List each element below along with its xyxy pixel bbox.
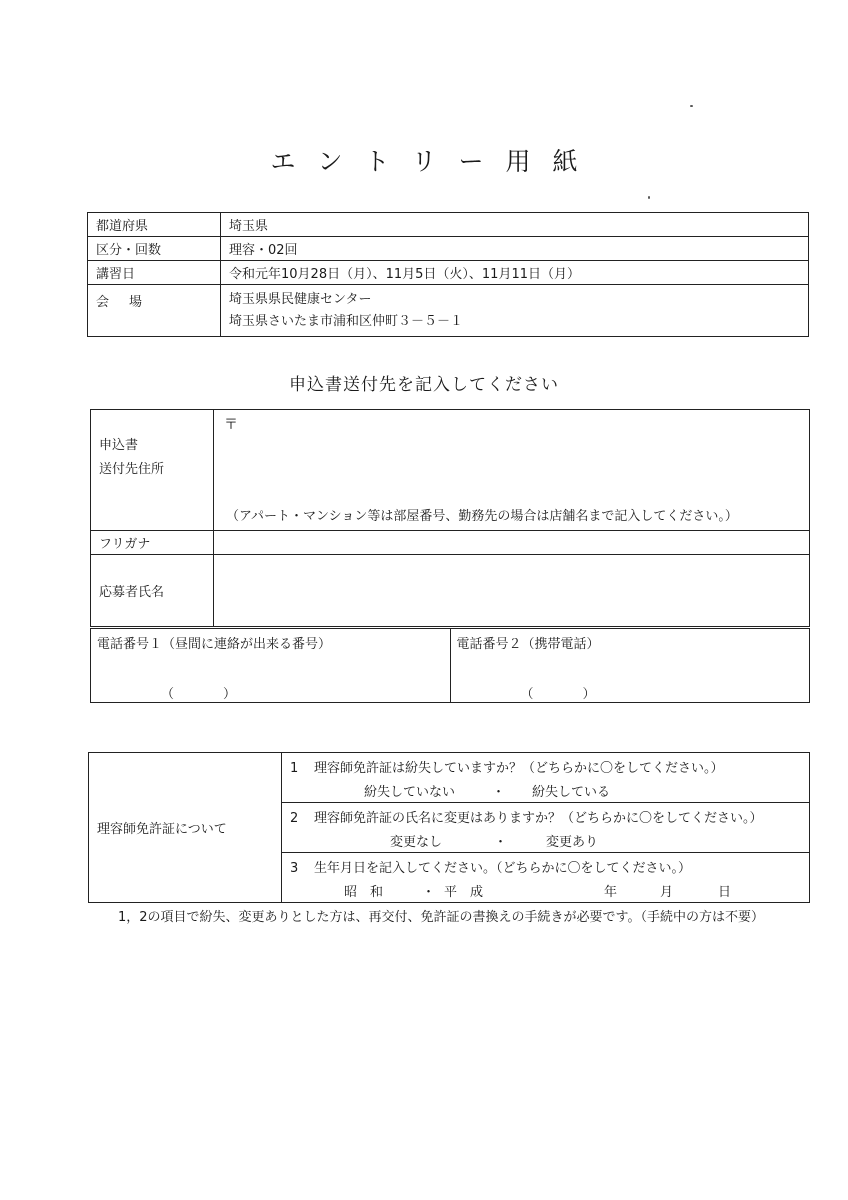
license-q3-era-heisei[interactable]: 平 成 <box>444 885 484 900</box>
venue-value <box>221 285 809 337</box>
phone1-cell[interactable] <box>91 629 451 703</box>
license-q2-option-no-change[interactable]: 変更なし <box>390 835 443 850</box>
license-q1-option-not-lost[interactable]: 紛失していない <box>364 785 456 800</box>
license-q1-row <box>89 753 810 803</box>
furigana-input-area[interactable] <box>214 531 810 555</box>
address-row <box>91 410 810 531</box>
license-q2-option-changed[interactable]: 変更あり <box>546 835 599 850</box>
furigana-row <box>91 531 810 555</box>
phone2-area-code-open: （ <box>520 687 534 702</box>
postal-mark: 〒 <box>224 417 238 433</box>
license-label: 理容師免許証について <box>89 753 282 903</box>
applicant-name-row <box>91 555 810 627</box>
venue-name: 埼玉県県民健康センター <box>229 291 372 307</box>
prefecture-row <box>88 213 809 237</box>
category-label: 区分・回数 <box>88 237 221 261</box>
license-q1-text: 理容師免許証は紛失していますか？（どちらかに〇をしてください。） <box>314 761 724 776</box>
license-q1-option-lost[interactable]: 紛失している <box>532 785 611 800</box>
session-info-table <box>87 212 809 337</box>
prefecture-label: 都道府県 <box>88 213 221 237</box>
address-note: （アパート・マンション等は部屋番号、勤務先の場合は店舗名まで記入してください。） <box>226 509 738 524</box>
category-value: 理容・02回 <box>221 237 809 261</box>
session-dates-row <box>88 261 809 285</box>
license-table <box>88 752 810 903</box>
venue-label: 会場 <box>88 285 221 337</box>
license-q1-separator: ・ <box>492 785 506 800</box>
license-q3-question <box>290 857 691 876</box>
applicant-name-input-area[interactable] <box>214 555 810 627</box>
session-dates-label: 講習日 <box>88 261 221 285</box>
category-row <box>88 237 809 261</box>
license-q3-cell <box>282 853 810 903</box>
address-label <box>91 410 214 531</box>
license-q2-separator: ・ <box>494 835 508 850</box>
venue-address: 埼玉県さいたま市浦和区仲町３－５－１ <box>229 313 464 329</box>
prefecture-value: 埼玉県 <box>221 213 809 237</box>
phone1-label: 電話番号１（昼間に連絡が出来る番号） <box>97 637 332 652</box>
session-dates-value: 令和元年10月28日（月）、11月5日（火）、11月11日（月） <box>221 261 809 285</box>
license-q1-question <box>290 757 724 776</box>
license-q3-text: 生年月日を記入してください。（どちらかに〇をしてください。） <box>314 861 692 876</box>
address-label-line1: 申込書 <box>99 438 139 453</box>
venue-row <box>88 285 809 337</box>
phone-row <box>91 629 810 703</box>
scan-speck <box>690 105 693 107</box>
license-q2-text: 理容師免許証の氏名に変更はありますか？（どちらかに〇をしてください。） <box>314 811 763 826</box>
address-label-line2: 送付先住所 <box>99 462 165 477</box>
license-q3-month-label: 月 <box>660 885 674 900</box>
license-q3-year-label: 年 <box>604 885 618 900</box>
applicant-name-label: 応募者氏名 <box>91 555 214 627</box>
form-title: エントリー用紙 <box>270 147 600 176</box>
phone-table <box>90 628 810 703</box>
phone1-area-code-close: ） <box>223 687 237 702</box>
license-q2-cell <box>282 803 810 853</box>
license-q3-era-showa[interactable]: 昭 和 <box>344 885 384 900</box>
section-heading: 申込書送付先を記入してください <box>289 375 559 395</box>
license-q1-number: 1 <box>290 761 299 776</box>
license-q3-separator: ・ <box>422 885 436 900</box>
scan-speck <box>648 196 650 199</box>
furigana-label: フリガナ <box>91 531 214 555</box>
phone1-area-code-open: （ <box>161 687 175 702</box>
footnote: 1，2の項目で紛失、変更ありとした方は、再交付、免許証の書換えの手続きが必要です。（手続中の方は不要） <box>118 910 765 925</box>
phone2-cell[interactable] <box>450 629 810 703</box>
phone2-area-code-close: ） <box>582 687 596 702</box>
license-q3-number: 3 <box>290 861 299 876</box>
license-q3-day-label: 日 <box>718 885 732 900</box>
phone2-label: 電話番号２（携帯電話） <box>456 637 600 652</box>
license-q1-cell <box>282 753 810 803</box>
mailing-address-table <box>90 409 810 627</box>
address-input-area[interactable] <box>214 410 810 531</box>
license-q2-number: 2 <box>290 811 299 826</box>
license-q2-question <box>290 807 763 826</box>
